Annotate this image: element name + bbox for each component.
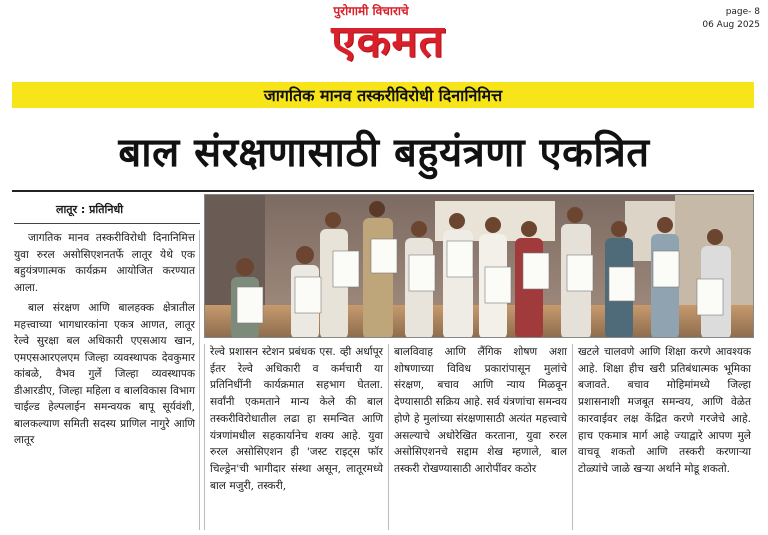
article-column-3 <box>388 344 572 530</box>
page-number: page- 8 <box>725 7 760 17</box>
headline: बाल संरक्षणासाठी बहुयंत्रणा एकत्रित <box>118 130 650 176</box>
article-columns <box>204 344 756 530</box>
masthead-tagline: पुरोगामी विचाराचे <box>333 4 409 18</box>
byline: लातूर : प्रतिनिधी <box>14 196 200 224</box>
article-paragraph: बाल संरक्षण आणि बालहक्क क्षेत्रातील महत्त्वाच्या भागधारकांना एकत्र आणत, लातूर रेल्वे सुरक्षा बल अधिकारी एएसआय खान, एमएसआरएलएम जिल्हा व्यवस्थापक देवकुमार कांबळे, वैभव गुर्ले जिल्हा व्यवस्थापक डीआरडीए, जिल्हा महिला व बालविकास विभाग चाईल्ड हेल्पलाईन समन्वयक बापू सूर्यवंशी, बालकल्याण समिती सदस्य प्राणिल नागुरे आणि लातूर <box>14 302 195 446</box>
banner-text: जागतिक मानव तस्करीविरोधी दिनानिमित्त <box>263 86 503 105</box>
group-photo <box>204 194 754 338</box>
page-meta <box>702 6 760 32</box>
article-column-2 <box>204 344 388 530</box>
article-paragraph: रेल्वे प्रशासन स्टेशन प्रबंधक एस. व्ही अर्धापूर ईतर रेल्वे अधिकारी व कर्मचारी या प्रतिनिधींनी कार्यक्रमात सहभाग घेतला. सर्वांनी एकमताने मान्य केले की बाल तस्करीविरोधातील लढा हा समन्वित आणि यंत्रणांमधील सहकार्यानेच शक्य आहे. युवा रुरल असोसिएशन ही 'जस्ट राइट्स फॉर चिल्ड्रेन'ची भागीदार संस्था असून, लातूरमध्ये बाल मजुरी, तस्करी, <box>210 346 383 492</box>
group-photo-image <box>205 195 754 338</box>
article-paragraph: जागतिक मानव तस्करीविरोधी दिनानिमित्त युवा रुरल असोसिएशनतर्फे लातूर येथे एक बहुयंत्रणात्मक कार्यक्रम आयोजित करण्यात आला. <box>14 232 195 294</box>
article-column-4 <box>572 344 756 530</box>
masthead-logo: एकमत <box>331 16 445 67</box>
article-paragraph: बालविवाह आणि लैंगिक शोषण अशा शोषणाच्या विविध प्रकारांपासून मुलांचे संरक्षण, बचाव आणि न्याय मिळवून देण्यासाठी सक्रिय आहे. सर्व यंत्रणांचा समन्वय होणे हे मुलांच्या संरक्षणासाठी अत्यंत महत्त्वाचे असल्याचे अधोरेखित करताना, युवा रुरल असोसिएशनचे सद्दाम शेख म्हणाले, बाल तस्करी रोखण्यासाठी आरोपींवर कठोर <box>394 346 567 475</box>
headline-rule <box>12 190 754 192</box>
issue-date: 06 Aug 2025 <box>702 20 760 30</box>
occasion-banner <box>12 82 754 108</box>
article-paragraph: खटले चालवणे आणि शिक्षा करणे आवश्यक आहे. शिक्षा हीच खरी प्रतिबंधात्मक भूमिका बजावते. बचाव मोहिमांमध्ये जिल्हा प्रशासनाशी मजबूत समन्वय, आणि वेळेत कारवाईवर लक्ष केंद्रित करणे गरजेचे आहे. हाच एकमात्र मार्ग आहे ज्याद्वारे आपण मुले वाचवू शकतो आणि तस्करी करणाऱ्या टोळ्यांचे जाळे खऱ्या अर्थाने मोडू शकतो. <box>578 346 751 475</box>
article-column-left <box>14 230 200 530</box>
